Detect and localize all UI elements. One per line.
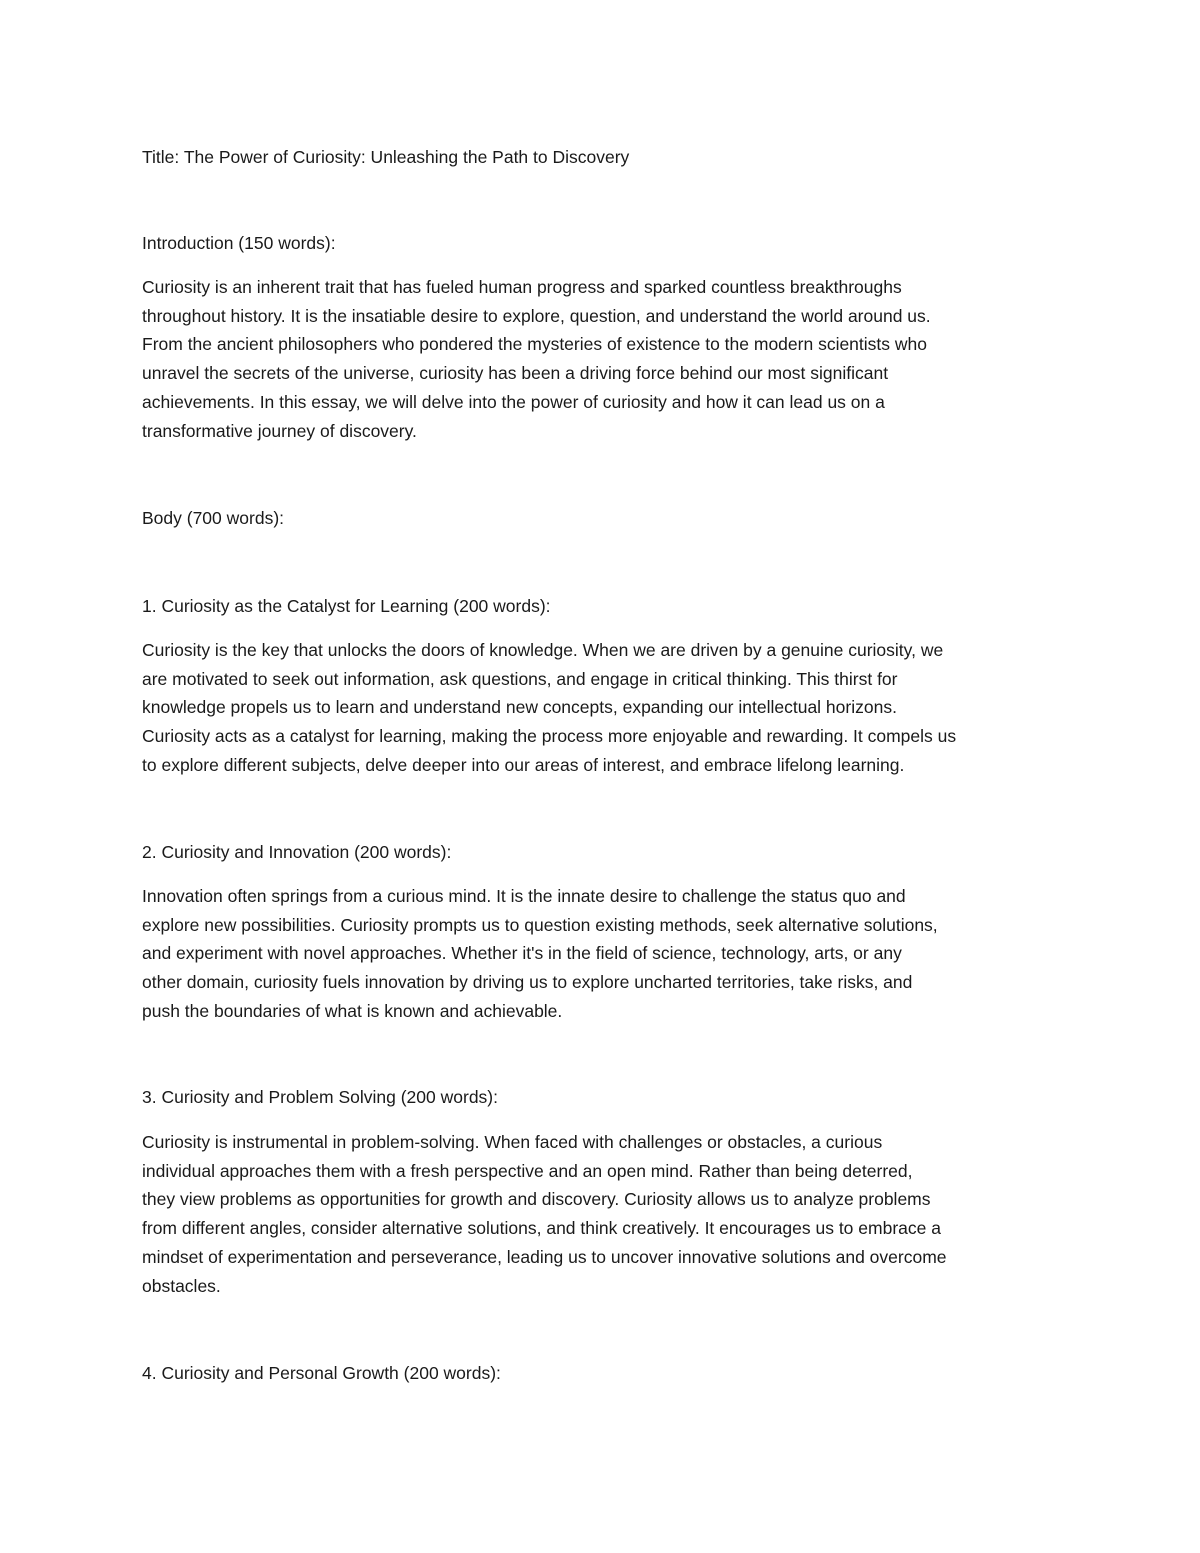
section-2-heading: 2. Curiosity and Innovation (200 words): (142, 842, 452, 862)
paragraph-line: explore new possibilities. Curiosity prompts us to question existing methods, seek alternative solutions, (142, 914, 938, 935)
paragraph-line: unravel the secrets of the universe, curiosity has been a driving force behind our most significant (142, 363, 889, 384)
introduction-paragraph (142, 273, 1062, 445)
section-4-heading: 4. Curiosity and Personal Growth (200 words): (142, 1363, 501, 1383)
paragraph-line: from different angles, consider alternative solutions, and think creatively. It encourages us to embrace a (142, 1218, 941, 1239)
paragraph-line: Innovation often springs from a curious mind. It is the innate desire to challenge the status quo and (142, 886, 906, 906)
paragraph-line: mindset of experimentation and perseverance, leading us to uncover innovative solutions and overcome (142, 1246, 947, 1267)
paragraph-line: individual approaches them with a fresh perspective and an open mind. Rather than being deterred, (142, 1160, 913, 1181)
paragraph-line: Curiosity is the key that unlocks the doors of knowledge. When we are driven by a genuine curiosity, we (142, 640, 944, 660)
paragraph-line: knowledge propels us to learn and understand new concepts, expanding our intellectual horizons. (142, 697, 897, 718)
paragraph-line: throughout history. It is the insatiable desire to explore, question, and understand the world around us. (142, 305, 931, 326)
section-3-heading: 3. Curiosity and Problem Solving (200 words): (142, 1087, 498, 1107)
body-heading: Body (700 words): (142, 508, 285, 528)
paragraph-line: achievements. In this essay, we will delve into the power of curiosity and how it can lead us on a (142, 391, 885, 412)
section-1-heading: 1. Curiosity as the Catalyst for Learning (200 words): (142, 596, 551, 616)
paragraph-line: they view problems as opportunities for growth and discovery. Curiosity allows us to analyze problems (142, 1189, 931, 1210)
paragraph-line: From the ancient philosophers who pondered the mysteries of existence to the modern scientists who (142, 334, 927, 355)
paragraph-line: transformative journey of discovery. (142, 420, 417, 441)
paragraph-line: Curiosity acts as a catalyst for learning, making the process more enjoyable and rewarding. It compels us (142, 726, 957, 747)
section-1-paragraph (142, 636, 1062, 780)
paragraph-line: to explore different subjects, delve deeper into our areas of interest, and embrace lifelong learning. (142, 754, 905, 775)
paragraph-line: and experiment with novel approaches. Whether it's in the field of science, technology, arts, or any (142, 943, 902, 964)
section-2-paragraph (142, 882, 1062, 1026)
paragraph-line: other domain, curiosity fuels innovation by driving us to explore uncharted territories, take risks, and (142, 972, 913, 993)
introduction-heading: Introduction (150 words): (142, 233, 336, 253)
section-3-paragraph (142, 1128, 1062, 1300)
document-title: Title: The Power of Curiosity: Unleashing the Path to Discovery (142, 147, 630, 167)
paragraph-line: Curiosity is instrumental in problem-solving. When faced with challenges or obstacles, a curious (142, 1132, 883, 1152)
paragraph-line: push the boundaries of what is known and achievable. (142, 1000, 563, 1021)
paragraph-line: Curiosity is an inherent trait that has fueled human progress and sparked countless breakthroughs (142, 277, 902, 297)
paragraph-line: obstacles. (142, 1275, 221, 1296)
paragraph-line: are motivated to seek out information, ask questions, and engage in critical thinking. This thirst for (142, 668, 898, 689)
